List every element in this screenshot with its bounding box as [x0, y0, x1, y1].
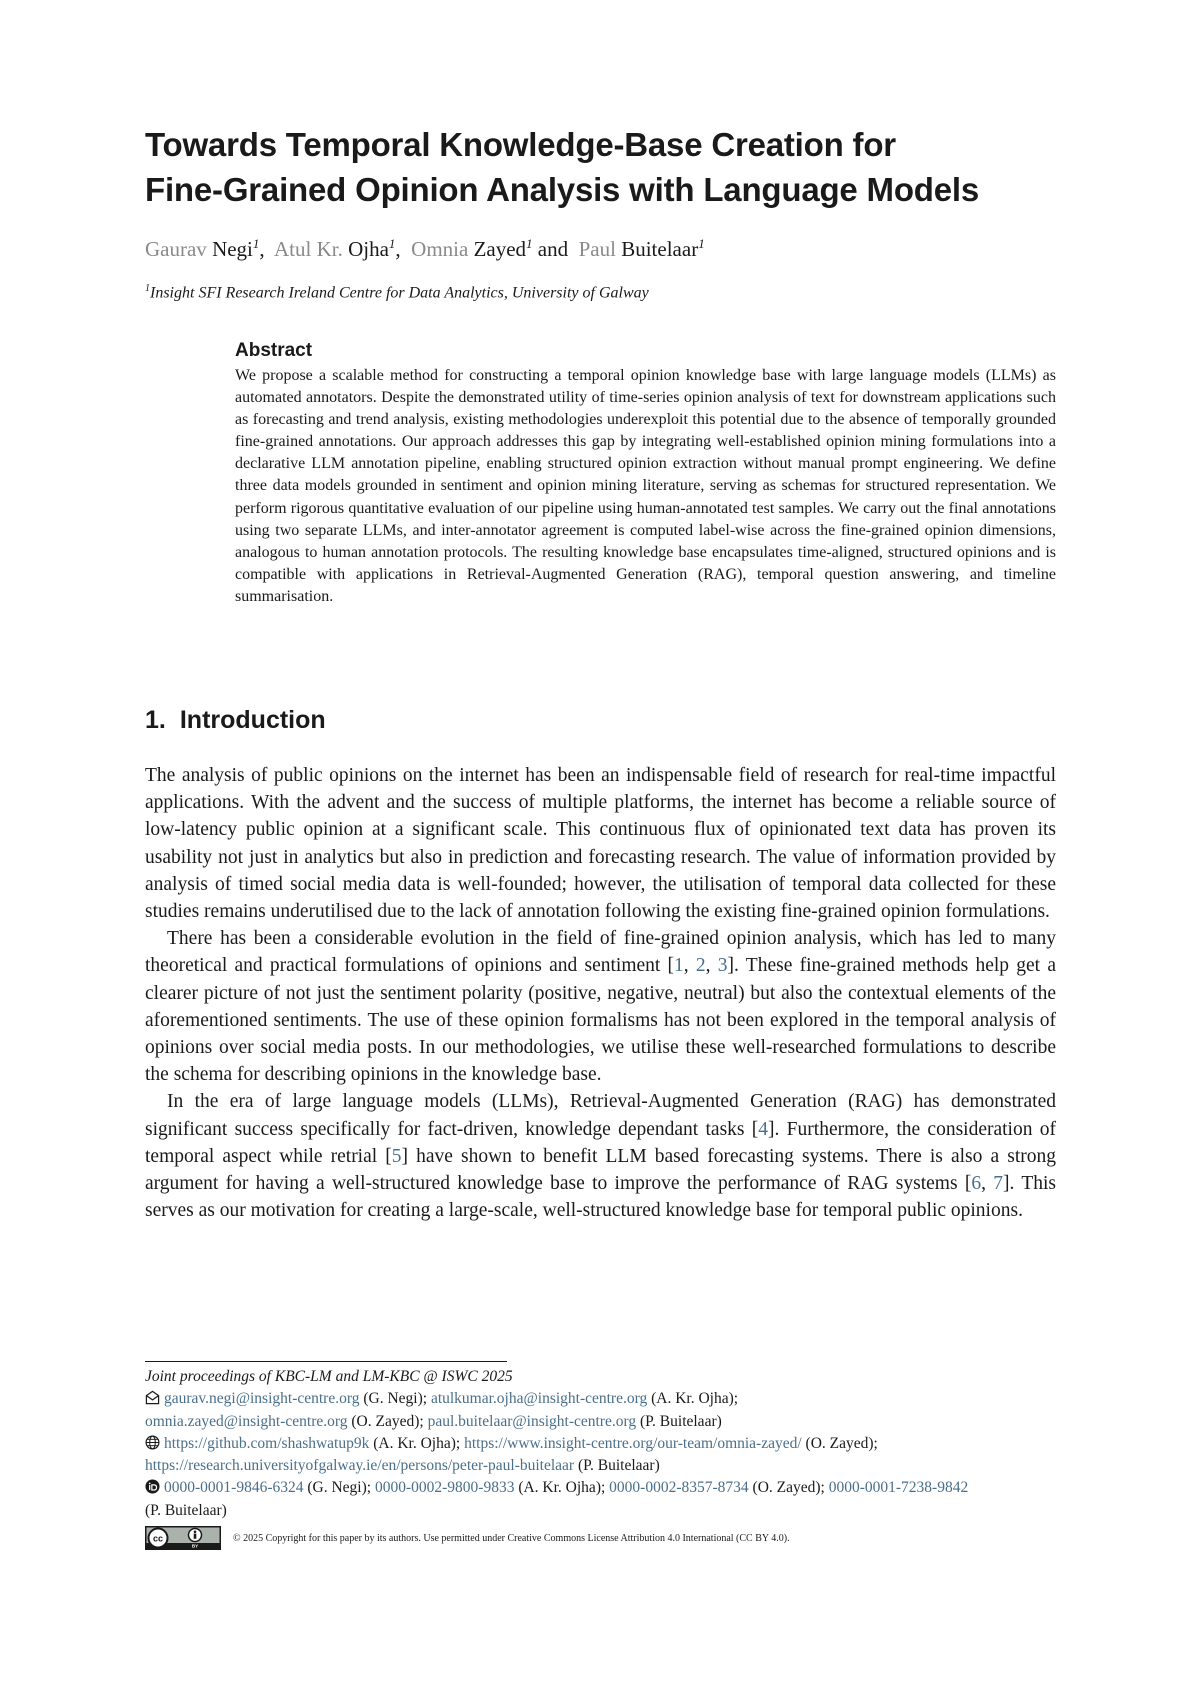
abstract-heading: Abstract [235, 340, 313, 361]
author-initials: (G. Negi); [359, 1390, 431, 1408]
orcid-line-continued [145, 1500, 1056, 1522]
orcid-link[interactable]: 0000-0001-9846-6324 [164, 1479, 304, 1497]
affiliation [145, 283, 649, 302]
citation-link[interactable]: 7 [993, 1173, 1004, 1195]
email-link[interactable]: atulkumar.ojha@insight-centre.org [430, 1390, 648, 1408]
author-initials: (O. Zayed); [801, 1434, 878, 1452]
section-title: Introduction [179, 706, 326, 734]
affiliation-mark: 1 [145, 283, 150, 294]
author-initials: (A. Kr. Ojha); [514, 1479, 610, 1497]
introduction-body [145, 762, 1056, 1224]
author-family-name: Buitelaar [621, 237, 699, 261]
copyright-notice: © 2025 Copyright for this paper by its authors. Use permitted under Creative Commons License Attribution 4.0 International (CC BY 4.0). [233, 1532, 790, 1544]
footnote-rule [145, 1361, 507, 1362]
email-line [145, 1388, 1056, 1410]
svg-text:cc: cc [152, 1533, 164, 1544]
paragraph-text: ]. This serves as our motivation for creating a large-scale, well-structured knowledge base for temporal public opinions. [145, 1173, 1056, 1222]
affiliation-text: Insight SFI Research Ireland Centre for Data Analytics, University of Galway [150, 284, 649, 302]
author-initials: (P. Buitelaar) [636, 1412, 722, 1430]
intro-paragraph-1: The analysis of public opinions on the internet has been an indispensable field of research for real-time impactful applications. With the advent and the success of multiple platforms, the internet has become a reliable source of low-latency public opinion at a significant scale. This continuous flux of opinionated text data has proven its usability not just in analytics but also in prediction and forecasting research. The value of information provided by analysis of timed social media data is well-founded; however, the utilisation of temporal data collected for these studies remains underutilised due to the lack of annotation following the existing fine-grained opinion formulations. [145, 765, 1056, 923]
citation-link[interactable]: 5 [391, 1145, 402, 1167]
orcid-line [145, 1477, 1056, 1499]
author-initials: (G. Negi); [303, 1479, 375, 1497]
affiliation-mark: 1 [526, 236, 533, 251]
author-initials: (P. Buitelaar) [145, 1501, 227, 1519]
section-heading [145, 706, 326, 735]
cc-by-license-badge[interactable] [145, 1526, 221, 1550]
website-link[interactable]: https://www.insight-centre.org/our-team/omnia-zayed/ [464, 1434, 802, 1452]
email-link[interactable]: paul.buitelaar@insight-centre.org [427, 1412, 637, 1430]
email-link[interactable]: gaurav.negi@insight-centre.org [164, 1390, 360, 1408]
website-link[interactable]: https://research.universityofgalway.ie/en/persons/peter-paul-buitelaar [145, 1457, 575, 1475]
author-initials: (O. Zayed); [347, 1412, 428, 1430]
author-given-name: Paul [578, 237, 616, 261]
orcid-link[interactable]: 0000-0002-9800-9833 [374, 1479, 515, 1497]
title-line-2: Fine-Grained Opinion Analysis with Language Models [145, 171, 980, 208]
venue-note: Joint proceedings of KBC-LM and LM-KBC @ ISWC 2025 [145, 1368, 513, 1385]
citation-link[interactable]: 4 [758, 1118, 769, 1140]
affiliation-mark: 1 [252, 236, 260, 251]
intro-paragraph-2: There has been a considerable evolution in the field of fine-grained opinion analysis, which has led to many theoretical and practical formulations of opinions and sentiment [1, 2, 3]. These fine-grained methods help get a clearer picture of not just the sentiment polarity (positive, negative, neutral) but also the contextual elements of the aforementioned sentiments. The use of these opinion formalisms has not been explored in the temporal analysis of opinions over social media posts. In our methodologies, we utilise these well-researched formulations to describe the schema for describing opinions in the knowledge base. [145, 928, 1056, 1086]
orcid-icon [145, 1479, 160, 1494]
abstract-text: We propose a scalable method for constructing a temporal opinion knowledge base with large language models (LLMs) as automated annotators. Despite the demonstrated utility of time-series opinion analysis of text for downstream applications such as forecasting and trend analysis, existing methodologies underexploit this potential due to the absence of temporally grounded fine-grained annotations. Our approach addresses this gap by integrating well-established opinion mining formulations into a declarative LLM annotation pipeline, enabling structured opinion extraction without manual prompt engineering. We define three data models grounded in sentiment and opinion mining literature, serving as schemas for structured representation. We perform rigorous quantitative evaluation of our pipeline using human-annotated test samples. We carry out the final annotations using two separate LLMs, and inter-annotator agreement is computed label-wise across the fine-grained opinion dimensions, analogous to human annotation protocols. The resulting knowledge base encapsulates time-aligned, structured opinions and is compatible with applications in Retrieval-Augmented Generation (RAG), temporal question answering, and timeline summarisation. [235, 367, 1056, 605]
globe-icon [145, 1435, 160, 1450]
email-link[interactable]: omnia.zayed@insight-centre.org [145, 1412, 348, 1430]
author-given-name: Omnia [411, 237, 469, 261]
paper-title [145, 122, 1085, 212]
intro-paragraph-3: In the era of large language models (LLMs), Retrieval-Augmented Generation (RAG) has demonstrated significant success specifically for fact-driven, knowledge dependant tasks [4]. Furthermore, the consideration of temporal aspect while retrial [5] have shown to benefit LLM based forecasting systems. There is also a strong argument for having a well-structured knowledge base to improve the performance of RAG systems [6, 7]. This serves as our motivation for creating a large-scale, well-structured knowledge base for temporal public opinions. [145, 1091, 1056, 1222]
author-given-name: Gaurav [145, 237, 207, 261]
citation-link[interactable]: 6 [971, 1173, 982, 1195]
affiliation-mark: 1 [388, 236, 396, 251]
author-initials: (A. Kr. Ojha); [647, 1390, 739, 1408]
web-line-continued [145, 1455, 1056, 1477]
author-separator: , [259, 237, 265, 261]
author-initials: (A. Kr. Ojha); [369, 1434, 465, 1452]
author-initials: (P. Buitelaar) [574, 1457, 660, 1475]
cc-badge-label: BY [191, 1543, 199, 1549]
author-family-name: Negi [212, 237, 253, 261]
paragraph-text: ]. Furthermore, the consideration of temporal aspect while retrial [ [145, 1118, 1056, 1167]
citation-link[interactable]: 3 [717, 955, 728, 977]
license-row [145, 1526, 790, 1550]
author-separator: , [395, 237, 401, 261]
title-line-1: Towards Temporal Knowledge-Base Creation for [145, 126, 896, 163]
web-line [145, 1433, 1056, 1455]
author-and: and [537, 237, 569, 261]
author-list [145, 230, 705, 263]
envelope-icon [145, 1390, 160, 1405]
paragraph-text: There has been a considerable evolution in the field of fine-grained opinion analysis, which has led to many theoretical and practical formulations of opinions and sentiment [ [145, 928, 1056, 977]
citation-link[interactable]: 2 [695, 955, 706, 977]
paragraph-text: ] have shown to benefit LLM based forecasting systems. There is also a strong argument for having a well-structured knowledge base to improve the performance of RAG systems [ [145, 1145, 1056, 1195]
footnotes [145, 1366, 1056, 1522]
paragraph-text: ]. These fine-grained methods help get a clearer picture of not just the sentiment polarity (positive, negative, neutral) but also the contextual elements of the aforementioned sentiments. The use of these opinion formalisms has not been explored in the temporal analysis of opinions over social media posts. In our methodologies, we utilise these well-researched formulations to describe the schema for describing opinions in the knowledge base. [145, 955, 1056, 1086]
orcid-link[interactable]: 0000-0002-8357-8734 [609, 1479, 749, 1497]
author-family-name: Zayed [473, 237, 527, 261]
website-link[interactable]: https://github.com/shashwatup9k [164, 1434, 370, 1452]
affiliation-mark: 1 [698, 236, 705, 251]
citation-link[interactable]: 1 [674, 955, 684, 977]
author-given-name: Atul Kr. [273, 237, 343, 261]
section-number: 1. [145, 706, 166, 734]
orcid-link[interactable]: 0000-0001-7238-9842 [828, 1479, 969, 1497]
author-initials: (O. Zayed); [748, 1479, 829, 1497]
author-family-name: Ojha [348, 237, 389, 261]
paragraph-text: In the era of large language models (LLMs), Retrieval-Augmented Generation (RAG) has demonstrated significant success specifically for fact-driven, knowledge dependant tasks [ [145, 1091, 1056, 1140]
email-line-continued [145, 1411, 1056, 1433]
